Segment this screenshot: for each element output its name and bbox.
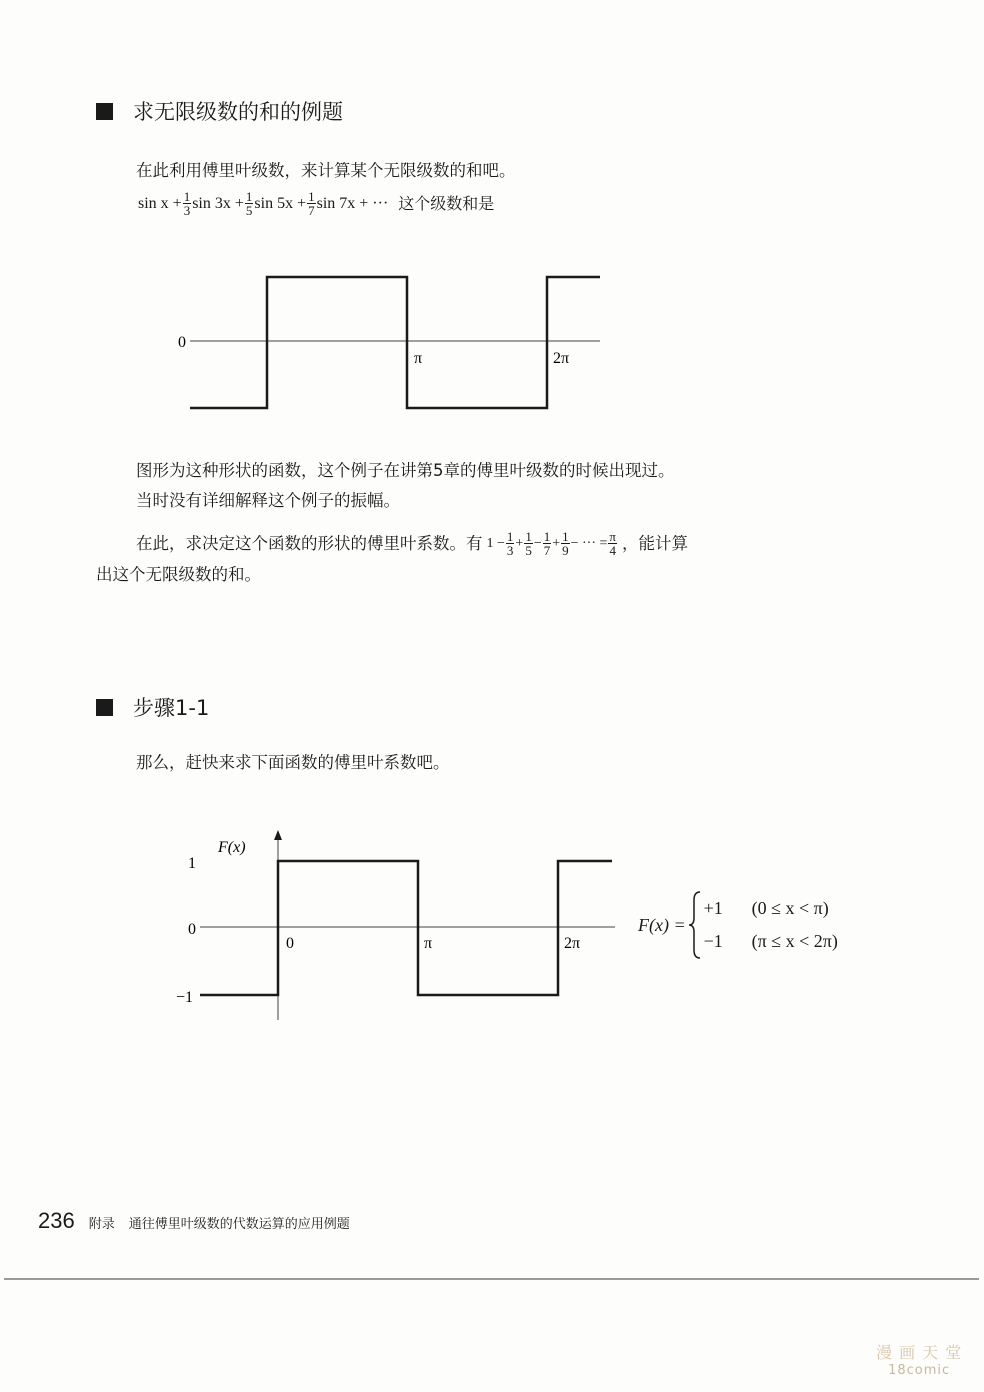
case-2-condition: (π ≤ x < 2π) [751, 931, 838, 951]
square-bullet-icon [96, 699, 113, 716]
square-bullet-icon [96, 103, 113, 120]
fx-axis-label: F(x) [218, 839, 246, 856]
series-formula [138, 190, 494, 217]
paragraph-3-tail: ，能计算 [621, 533, 688, 553]
paragraph-2: 当时没有详细解释这个例子的振幅。 [136, 491, 400, 510]
paragraph-3 [136, 530, 688, 557]
running-title: 通往傅里叶级数的代数运算的应用例题 [128, 1217, 350, 1232]
square-wave-graph-1 [170, 265, 610, 425]
fraction: $\frac{1}{7}$ [308, 189, 315, 218]
x-pi-label: π [424, 935, 433, 952]
step-intro-text: 那么，赶快来求下面函数的傅里叶系数吧。 [136, 753, 450, 772]
square-wave-graph-2 [170, 828, 620, 1028]
case-1-value: +1 [703, 898, 723, 918]
leibniz-formula: 1 − $\frac{1}{3}$ + $\frac{1}{5}$ − $\frac{1}{7}$ + $\frac{1}{9}$ − ··· = $\frac{\pi}{4}$ [486, 529, 616, 558]
watermark-line-1: 漫 画 天 堂 [876, 1343, 963, 1362]
case-1-condition: (0 ≤ x < π) [751, 898, 829, 918]
zero-label: 0 [178, 334, 186, 351]
watermark-line-2: 18comic [888, 1363, 951, 1378]
y-zero-label: 0 [188, 921, 196, 938]
paragraph-3-text: 在此，求决定这个函数的形状的傅里叶系数。有 [136, 533, 483, 553]
chapter-label: 附录 [88, 1217, 115, 1232]
footer-divider [4, 1278, 979, 1280]
square-wave [200, 861, 612, 995]
pi-label: π [414, 350, 423, 367]
y-one-label: 1 [188, 855, 196, 872]
x-two-pi-label: 2π [564, 935, 581, 952]
case-2-value: −1 [703, 931, 723, 951]
x-zero-label: 0 [286, 935, 294, 952]
piecewise-definition [638, 890, 838, 960]
fraction: $\frac{1}{5}$ [245, 189, 253, 218]
piecewise-lhs: F(x) = [638, 914, 686, 935]
section-title: 求无限级数的和的例题 [133, 100, 343, 124]
paragraph-3-line-2: 出这个无限级数的和。 [96, 565, 261, 584]
series-term: sin 7x + ··· [316, 194, 389, 212]
step-heading [96, 692, 209, 722]
square-wave [190, 277, 600, 408]
intro-text: 在此利用傅里叶级数，来计算某个无限级数的和吧。 [136, 161, 516, 180]
step-title: 步骤1-1 [133, 696, 210, 720]
page-number: 236 [38, 1208, 75, 1233]
y-neg-one-label: −1 [176, 989, 194, 1006]
series-term: sin 5x + [254, 194, 307, 212]
section-heading [96, 96, 343, 126]
paragraph-1: 图形为这种形状的函数，这个例子在讲第5章的傅里叶级数的时候出现过。 [136, 461, 675, 480]
series-term: sin x + [138, 194, 182, 212]
fraction: $\frac{1}{3}$ [183, 189, 191, 218]
series-suffix: 这个级数和是 [398, 193, 495, 213]
watermark [876, 1340, 962, 1378]
two-pi-label: 2π [553, 350, 570, 367]
y-axis-arrow-icon [274, 830, 282, 840]
series-term: sin 3x + [192, 194, 244, 212]
left-brace-icon [688, 890, 702, 960]
page-footer [38, 1208, 350, 1234]
